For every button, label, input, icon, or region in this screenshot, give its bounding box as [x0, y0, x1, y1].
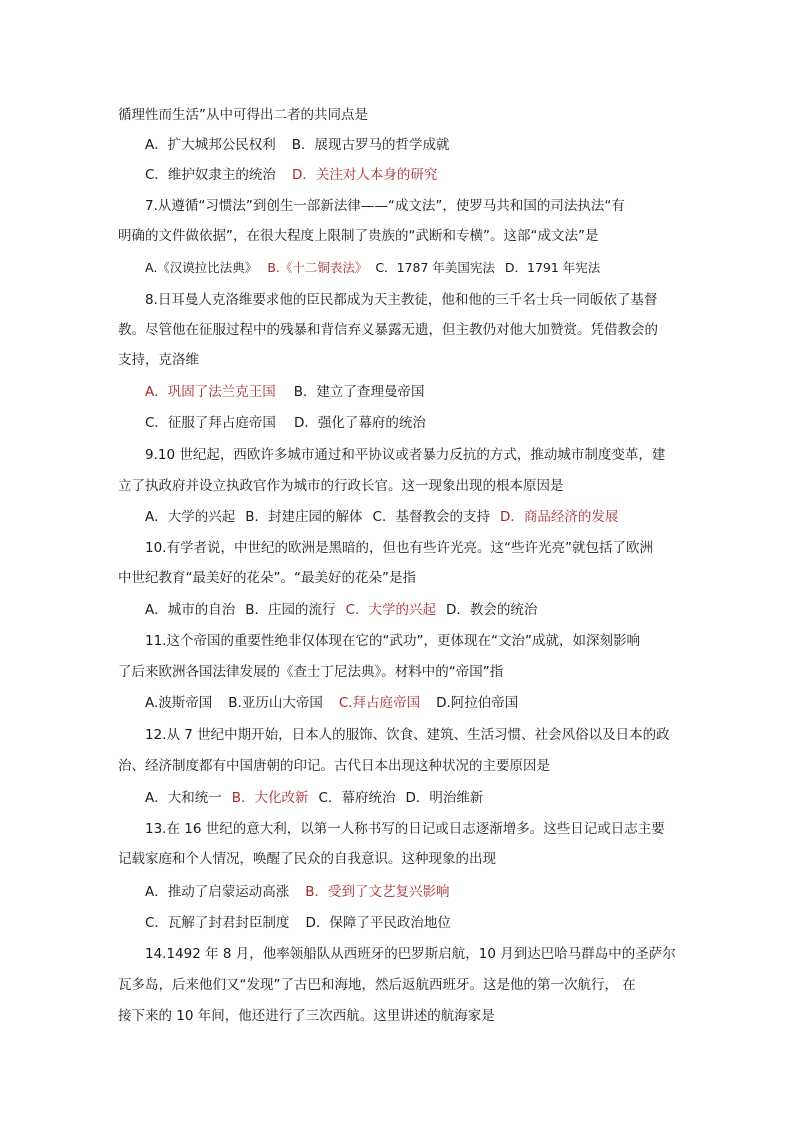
question-7-stem: 7.从遵循“习惯法”到创生一部新法律——“成文法”，使罗马共和国的司法执法“有 — [145, 198, 625, 214]
option-a: A．扩大城邦公民权利 — [145, 137, 276, 153]
question-8-stem-cont-2: 支持，克洛维 — [118, 352, 199, 368]
option-d: D．明治维新 — [405, 790, 484, 806]
question-8-options-row-2 — [145, 414, 426, 432]
option-d-answer: D．关注对人本身的研究 — [291, 167, 438, 183]
option-b: B.亚历山大帝国 — [228, 695, 323, 711]
option-b-answer: B.《十二铜表法》 — [267, 260, 368, 275]
option-b-answer: B．受到了文艺复兴影响 — [305, 884, 450, 900]
question-10-stem-cont: 中世纪教育“最美好的花朵”。“最美好的花朵”是指 — [118, 570, 416, 586]
question-7-stem-cont: 明确的文件做依据”，在很大程度上限制了贵族的“武断和专横”。这部“成文法”是 — [118, 228, 599, 244]
option-a: A．推动了启蒙运动高涨 — [145, 884, 290, 900]
question-9-options — [145, 508, 618, 526]
question-6-options-row-2 — [145, 166, 437, 184]
question-13-stem-cont: 记载家庭和个人情况，唤醒了民众的自我意识。这种现象的出现 — [118, 851, 496, 867]
question-12-stem-cont: 治、经济制度都有中国唐朝的印记。古代日本出现这种状况的主要原因是 — [118, 758, 550, 774]
question-13-options-row-2 — [145, 914, 451, 932]
question-9-stem: 9.10 世纪起，西欧许多城市通过和平协议或者暴力反抗的方式，推动城市制度变革，建 — [145, 447, 666, 463]
option-c-answer: C.拜占庭帝国 — [338, 695, 421, 711]
option-c: C．幕府统治 — [318, 790, 396, 806]
option-d: D．1791 年宪法 — [504, 260, 601, 275]
question-13-stem: 13.在 16 世纪的意大利，以第一人称书写的日记或日志逐渐增多。这些日记或日志主要 — [145, 821, 665, 837]
question-14-stem-cont-2: 接下来的 10 年间，他还进行了三次西航。这里讲述的航海家是 — [118, 1008, 495, 1024]
question-7-options — [145, 259, 600, 277]
question-14-stem-cont: 瓦多岛，后来他们又“发现”了古巴和海地，然后返航西班牙。这是他的第一次航行， 在 — [118, 977, 636, 993]
option-b: B．展现古罗马的哲学成就 — [291, 137, 450, 153]
option-a: A.《汉谟拉比法典》 — [145, 260, 258, 275]
option-d: D．保障了平民政治地位 — [305, 915, 451, 931]
option-c: C．基督教会的支持 — [372, 509, 490, 525]
question-12-stem: 12.从 7 世纪中期开始，日本人的服饰、饮食、建筑、生活习惯、社会风俗以及日本的政 — [145, 727, 670, 743]
question-8-stem-cont: 教。尽管他在征服过程中的残暴和背信弃义暴露无遗，但主教仍对他大加赞赏。凭借教会的 — [118, 322, 658, 338]
question-9-stem-cont: 立了执政府并设立执政官作为城市的行政长官。这一现象出现的根本原因是 — [118, 478, 564, 494]
question-6-stem-tail: 循理性而生活”从中可得出二者的共同点是 — [118, 107, 368, 123]
option-c: C．瓦解了封君封臣制度 — [145, 915, 290, 931]
question-6-options-row-1 — [145, 136, 450, 154]
option-d: D．教会的统治 — [445, 602, 538, 618]
option-c: C．维护奴隶主的统治 — [145, 167, 276, 183]
question-11-options — [145, 694, 518, 712]
option-a: A．城市的自治 — [145, 602, 236, 618]
option-c: C．1787 年美国宪法 — [375, 260, 495, 275]
option-c: C．征服了拜占庭帝国 — [145, 415, 276, 431]
option-b-answer: B．大化改新 — [231, 790, 309, 806]
question-10-stem: 10.有学者说，中世纪的欧洲是黑暗的，但也有些许光亮。这“些许光亮”就包括了欧洲 — [145, 540, 653, 556]
question-10-options — [145, 601, 537, 619]
option-c-answer: C．大学的兴起 — [345, 602, 436, 618]
question-11-stem: 11.这个帝国的重要性绝非仅体现在它的“武功”，更体现在“文治”成就，如深刻影响 — [145, 633, 640, 649]
option-a: A．大学的兴起 — [145, 509, 236, 525]
option-b: B．庄园的流行 — [245, 602, 336, 618]
option-a: A．大和统一 — [145, 790, 222, 806]
question-8-options-row-1 — [145, 383, 425, 401]
option-d: D.阿拉伯帝国 — [436, 695, 519, 711]
question-8-stem: 8.日耳曼人克洛维要求他的臣民都成为天主教徒，他和他的三千名士兵一同皈依了基督 — [145, 292, 658, 308]
option-a-answer: A．巩固了法兰克王国 — [145, 384, 276, 400]
question-14-stem: 14.1492 年 8 月，他率领船队从西班牙的巴罗斯启航，10 月到达巴哈马群岛中的圣萨尔 — [145, 946, 676, 962]
option-a: A.波斯帝国 — [145, 695, 213, 711]
question-12-options — [145, 789, 483, 807]
question-11-stem-cont: 了后来欧洲各国法律发展的《查士丁尼法典》。材料中的“帝国”指 — [118, 664, 504, 680]
option-b: B．封建庄园的解体 — [245, 509, 363, 525]
option-d-answer: D．商品经济的发展 — [499, 509, 619, 525]
option-b: B．建立了查理曼帝国 — [293, 384, 425, 400]
option-d: D．强化了幕府的统治 — [293, 415, 426, 431]
question-13-options-row-1 — [145, 883, 450, 901]
